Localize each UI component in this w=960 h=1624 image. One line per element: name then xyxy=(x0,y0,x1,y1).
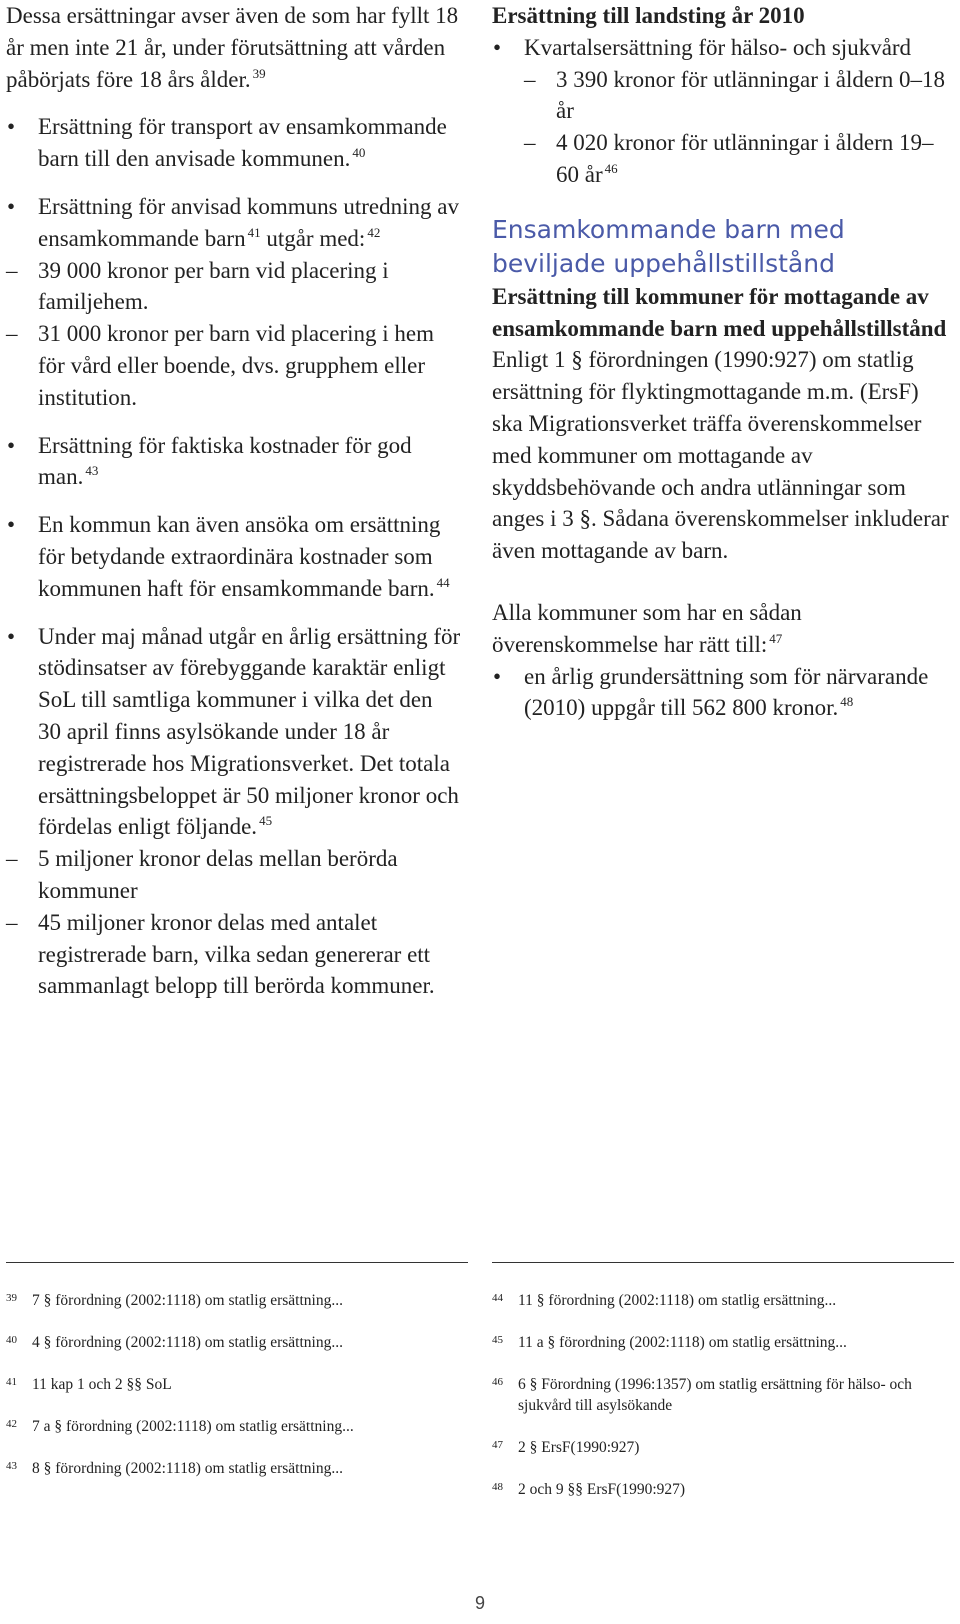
footnotes-left xyxy=(6,1290,461,1500)
footnote: 41 11 kap 1 och 2 §§ SoL xyxy=(6,1374,461,1395)
footnote-ref[interactable]: 39 xyxy=(252,65,266,81)
footnotes-right xyxy=(492,1290,932,1521)
page-number: 9 xyxy=(474,1593,485,1613)
footnote-ref[interactable]: 46 xyxy=(604,160,618,176)
list-item-transport: • Ersättning för transport av ensamkommande barn till den anvisade kommunen. $^{40}$ xyxy=(6,111,461,175)
intro-paragraph: Dessa ersättningar avser även de som har fyllt 18 år men inte 21 år, under förutsättning att vården påbörjats före 18 års ålder. $^{39}$ xyxy=(6,3,459,92)
footnote: 40 4 § förordning (2002:1118) om statlig ersättning... xyxy=(6,1332,461,1353)
right-column xyxy=(492,0,952,724)
sublist-item: – 4 020 kronor för utlänningar i åldern 19–60 år $^{46}$ xyxy=(524,127,952,191)
footnote: 44 11 § förordning (2002:1118) om statlig ersättning... xyxy=(492,1290,932,1311)
footnote-number: 46 xyxy=(492,1376,503,1388)
sub-heading: Ersättning till kommuner för mottagande av ensamkommande barn med uppehållstillstånd xyxy=(492,283,947,341)
footnote-divider xyxy=(492,1262,954,1263)
left-column xyxy=(6,0,461,1002)
alla-paragraph: Alla kommuner som har en sådan överenskommelse har rätt till: $^{47}$ xyxy=(492,599,802,657)
footnote: 46 6 § Förordning (1996:1357) om statlig ersättning för hälso- och sjukvård till asylsökande xyxy=(492,1374,932,1416)
footnote-number: 44 xyxy=(492,1292,503,1304)
list-item-extra: • En kommun kan även ansöka om ersättning för betydande extraordinära kostnader som kommunen haft för ensamkommande barn. $^{44}$ xyxy=(6,509,461,604)
footnote-ref[interactable]: 47 xyxy=(769,630,783,646)
landsting-heading: Ersättning till landsting år 2010 xyxy=(492,3,805,28)
footnote-ref[interactable]: 42 xyxy=(367,224,381,240)
footnote-number: 41 xyxy=(6,1376,17,1388)
sublist-item: – 45 miljoner kronor delas med antalet registrerade barn, vilka sedan genererar ett sammanlagt belopp till berörda kommuner. xyxy=(6,907,461,1002)
footnote: 45 11 a § förordning (2002:1118) om statlig ersättning... xyxy=(492,1332,932,1353)
list-item-maj: • Under maj månad utgår en årlig ersättning för stödinsatser av förebyggande karaktär enligt SoL till samtliga kommuner i vilka det den 30 april finns asylsökande under 18 år registrerade hos Migrationsverket. Det totala ersättningsbeloppet är 50 miljoner kronor och fördelas enligt följande. $^{45}$ – 5 miljoner kronor delas mellan berörda kommuner – 45 miljoner kronor delas med antalet registrerade barn, vilka sedan genererar ett sammanlagt belopp till berörda kommuner. xyxy=(6,621,461,1003)
section-heading: Ensamkommande barn med beviljade uppehållstillstånd xyxy=(492,214,845,278)
footnote-number: 42 xyxy=(6,1418,17,1430)
footnote: 47 2 § ErsF(1990:927) xyxy=(492,1437,932,1458)
list-item-kvartal: • Kvartalsersättning för hälso- och sjukvård – 3 390 kronor för utlänningar i åldern 0–18 år – 4 020 kronor för utlänningar i åldern 19–60 år $^{46}$ xyxy=(492,32,952,191)
footnote: 48 2 och 9 §§ ErsF(1990:927) xyxy=(492,1479,932,1500)
maj-sublist xyxy=(6,843,461,1002)
grund-list xyxy=(492,661,952,725)
footnote-ref[interactable]: 40 xyxy=(352,145,366,161)
utredning-sublist xyxy=(6,255,461,414)
list-item-godman: • Ersättning för faktiska kostnader för god man. $^{43}$ xyxy=(6,430,461,494)
footnote: 39 7 § förordning (2002:1118) om statlig ersättning... xyxy=(6,1290,461,1311)
list-item-grund: • en årlig grundersättning som för närvarande (2010) uppgår till 562 800 kronor. $^{48}$ xyxy=(492,661,952,725)
footnote-number: 40 xyxy=(6,1334,17,1346)
sublist-item: – 39 000 kronor per barn vid placering i familjehem. xyxy=(6,255,461,319)
footnote-ref[interactable]: 43 xyxy=(85,463,99,479)
footnote-divider xyxy=(6,1262,468,1263)
footnote-ref[interactable]: 45 xyxy=(259,813,273,829)
footnote-number: 45 xyxy=(492,1334,503,1346)
list-item-utredning: • Ersättning för anvisad kommuns utredning av ensamkommande barn $^{41}$ utgår med: $^{42}$ – 39 000 kronor per barn vid placering i familjehem. – 31 000 kronor per barn vid placering i hem för vård eller boende, dvs. grupphem eller institution. xyxy=(6,191,461,414)
footnote: 43 8 § förordning (2002:1118) om statlig ersättning... xyxy=(6,1458,461,1479)
sublist-item: – 5 miljoner kronor delas mellan berörda kommuner xyxy=(6,843,461,907)
footnote-number: 47 xyxy=(492,1439,503,1451)
landsting-list xyxy=(492,32,952,191)
footnote-number: 43 xyxy=(6,1460,17,1472)
footnote-ref[interactable]: 48 xyxy=(840,694,854,710)
sublist-item: – 31 000 kronor per barn vid placering i hem för vård eller boende, dvs. grupphem eller institution. xyxy=(6,318,461,413)
kvartal-sublist xyxy=(524,64,952,191)
footnote-number: 39 xyxy=(6,1292,17,1304)
compensation-list xyxy=(6,111,461,1002)
footnote-ref[interactable]: 44 xyxy=(436,574,450,590)
body-paragraph: Enligt 1 § förordningen (1990:927) om statlig ersättning för flyktingmottagande m.m. (ErsF) ska Migrationsverket träffa överenskommelser med kommuner om mottagande av skyddsbehövande och andra utlänningar som anges i 3 §. Sådana överenskommelser inkluderar även mottagande av barn. xyxy=(492,347,949,564)
footnote: 42 7 a § förordning (2002:1118) om statlig ersättning... xyxy=(6,1416,461,1437)
sublist-item: – 3 390 kronor för utlänningar i åldern 0–18 år xyxy=(524,64,952,128)
footnote-ref[interactable]: 41 xyxy=(247,224,261,240)
footnote-number: 48 xyxy=(492,1481,503,1493)
